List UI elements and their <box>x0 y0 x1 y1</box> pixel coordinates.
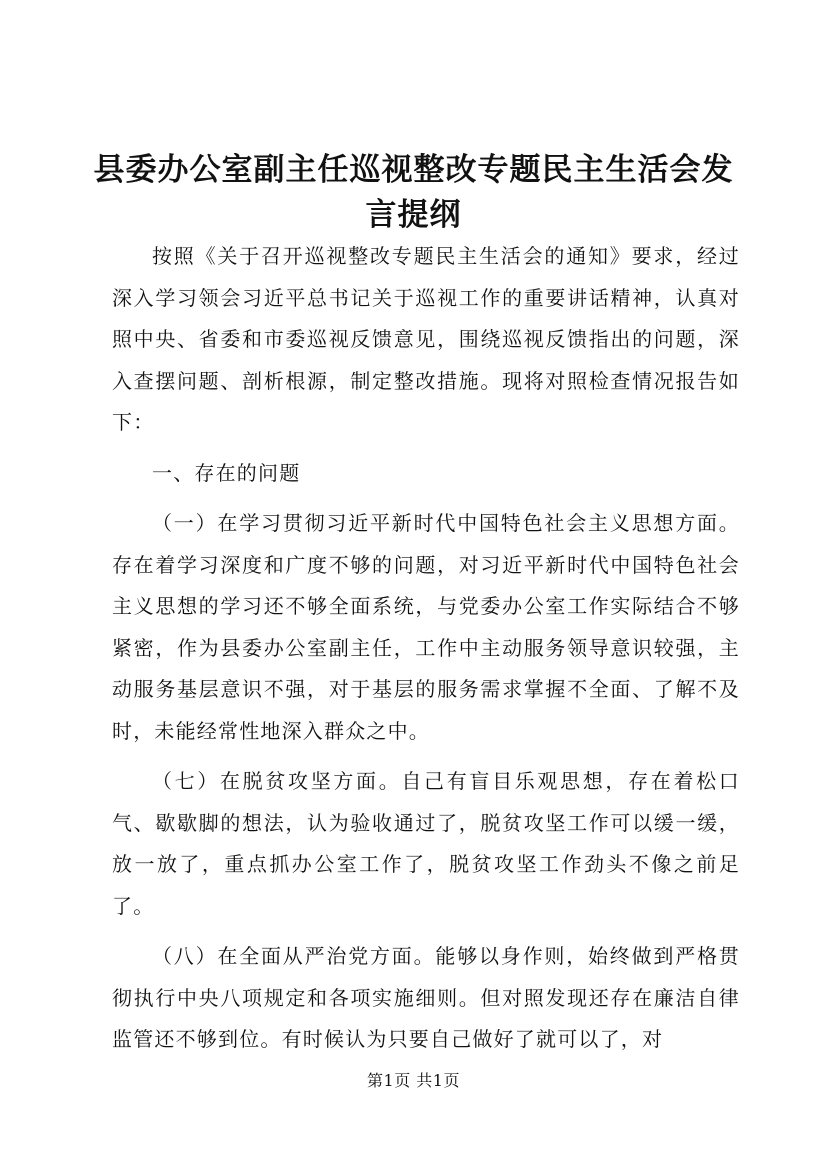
section-heading: 一、存在的问题 <box>152 460 301 485</box>
paragraph-poverty: （七）在脱贫攻坚方面。自己有盲目乐观思想，存在着松口气、歇歇脚的想法，认为验收通过了，脱贫攻坚工作可以缓一缓，放一放了，重点抓办公室工作了，脱贫攻坚工作劲头不像之前足了。 <box>112 769 740 918</box>
paragraph-party-discipline: （八）在全面从严治党方面。能够以身作则，始终做到严格贯彻执行中央八项规定和各项实施细则。但对照发现还存在廉洁自律监管还不够到位。有时候认为只要自己做好了就可以了，对 <box>112 944 740 1051</box>
document-title: 县委办公室副主任巡视整改专题民主生活会发言提纲 <box>93 152 734 233</box>
page-footer: 第1页 共1页 <box>367 1071 460 1090</box>
intro-paragraph: 按照《关于召开巡视整改专题民主生活会的通知》要求，经过深入学习领会习近平总书记关于巡视工作的重要讲话精神，认真对照中央、省委和市委巡视反馈意见，围绕巡视反馈指出的问题，深入查摆问题、剖析根源，制定整改措施。现将对照检查情况报告如下： <box>112 244 740 434</box>
document-body <box>112 236 740 1061</box>
paragraph-study: （一）在学习贯彻习近平新时代中国特色社会主义思想方面。存在着学习深度和广度不够的问题，对习近平新时代中国特色社会主义思想的学习还不够全面系统，与党委办公室工作实际结合不够紧密，作为县委办公室副主任，工作中主动服务领导意识较强，主动服务基层意识不强，对于基层的服务需求掌握不全面、了解不及时，未能经常性地深入群众之中。 <box>112 511 740 743</box>
